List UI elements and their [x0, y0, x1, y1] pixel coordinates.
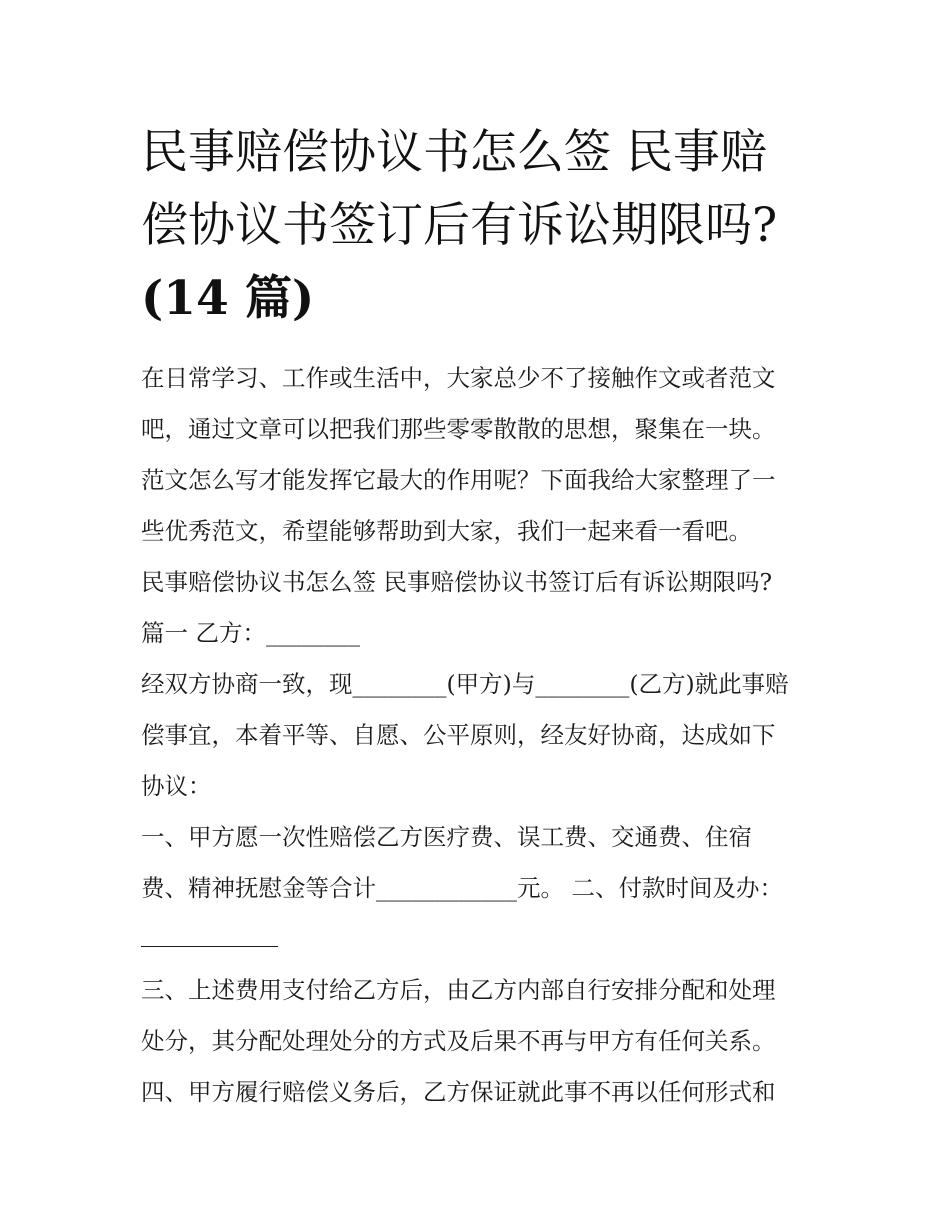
intro-line: 范文怎么写才能发挥它最大的作用呢？下面我给大家整理了一	[141, 466, 776, 494]
agreement-paragraph-4	[141, 1067, 821, 1118]
agreement-paragraph-1	[141, 659, 821, 812]
intro-paragraph	[141, 353, 821, 557]
paragraph-line: 协议：	[141, 772, 212, 800]
subtitle-paragraph	[141, 557, 821, 608]
agreement-paragraph-3	[141, 965, 821, 1067]
agreement-paragraph-2	[141, 812, 821, 965]
title-line-3: (14 篇)	[141, 271, 315, 326]
intro-line: 在日常学习、工作或生活中，大家总少不了接触作文或者范文	[141, 364, 776, 392]
section-heading	[141, 608, 821, 659]
subtitle-line: 民事赔偿协议书怎么签 民事赔偿协议书签订后有诉讼期限吗?	[141, 568, 773, 596]
title-line-1: 民事赔偿协议书怎么签 民事赔	[141, 125, 767, 180]
document-body	[141, 353, 821, 1118]
intro-line: 吧，通过文章可以把我们那些零零散散的思想，聚集在一块。	[141, 415, 776, 443]
paragraph-line: 经双方协商一致，现________(甲方)与________(乙方)就此事赔	[141, 670, 789, 698]
blank-fill-line	[141, 914, 821, 965]
section-heading-line: 篇一 乙方：________	[141, 619, 360, 647]
title-line-2: 偿协议书签订后有诉讼期限吗?	[141, 198, 778, 253]
document-content	[141, 116, 821, 1118]
paragraph-line: 处分，其分配处理处分的方式及后果不再与甲方有任何关系。	[141, 1027, 776, 1055]
paragraph-line: 三、上述费用支付给乙方后，由乙方内部自行安排分配和处理	[141, 976, 776, 1004]
document-title	[141, 116, 821, 335]
paragraph-line: 四、甲方履行赔偿义务后，乙方保证就此事不再以任何形式和	[141, 1078, 776, 1106]
intro-line: 些优秀范文，希望能够帮助到大家，我们一起来看一看吧。	[141, 517, 752, 545]
paragraph-line: 费、精神抚慰金等合计____________元。 二、付款时间及办：	[141, 874, 783, 902]
paragraph-line: 偿事宜，本着平等、自愿、公平原则，经友好协商，达成如下	[141, 721, 776, 749]
blank-underline	[141, 946, 278, 947]
paragraph-line: 一、甲方愿一次性赔偿乙方医疗费、误工费、交通费、住宿	[141, 823, 752, 851]
